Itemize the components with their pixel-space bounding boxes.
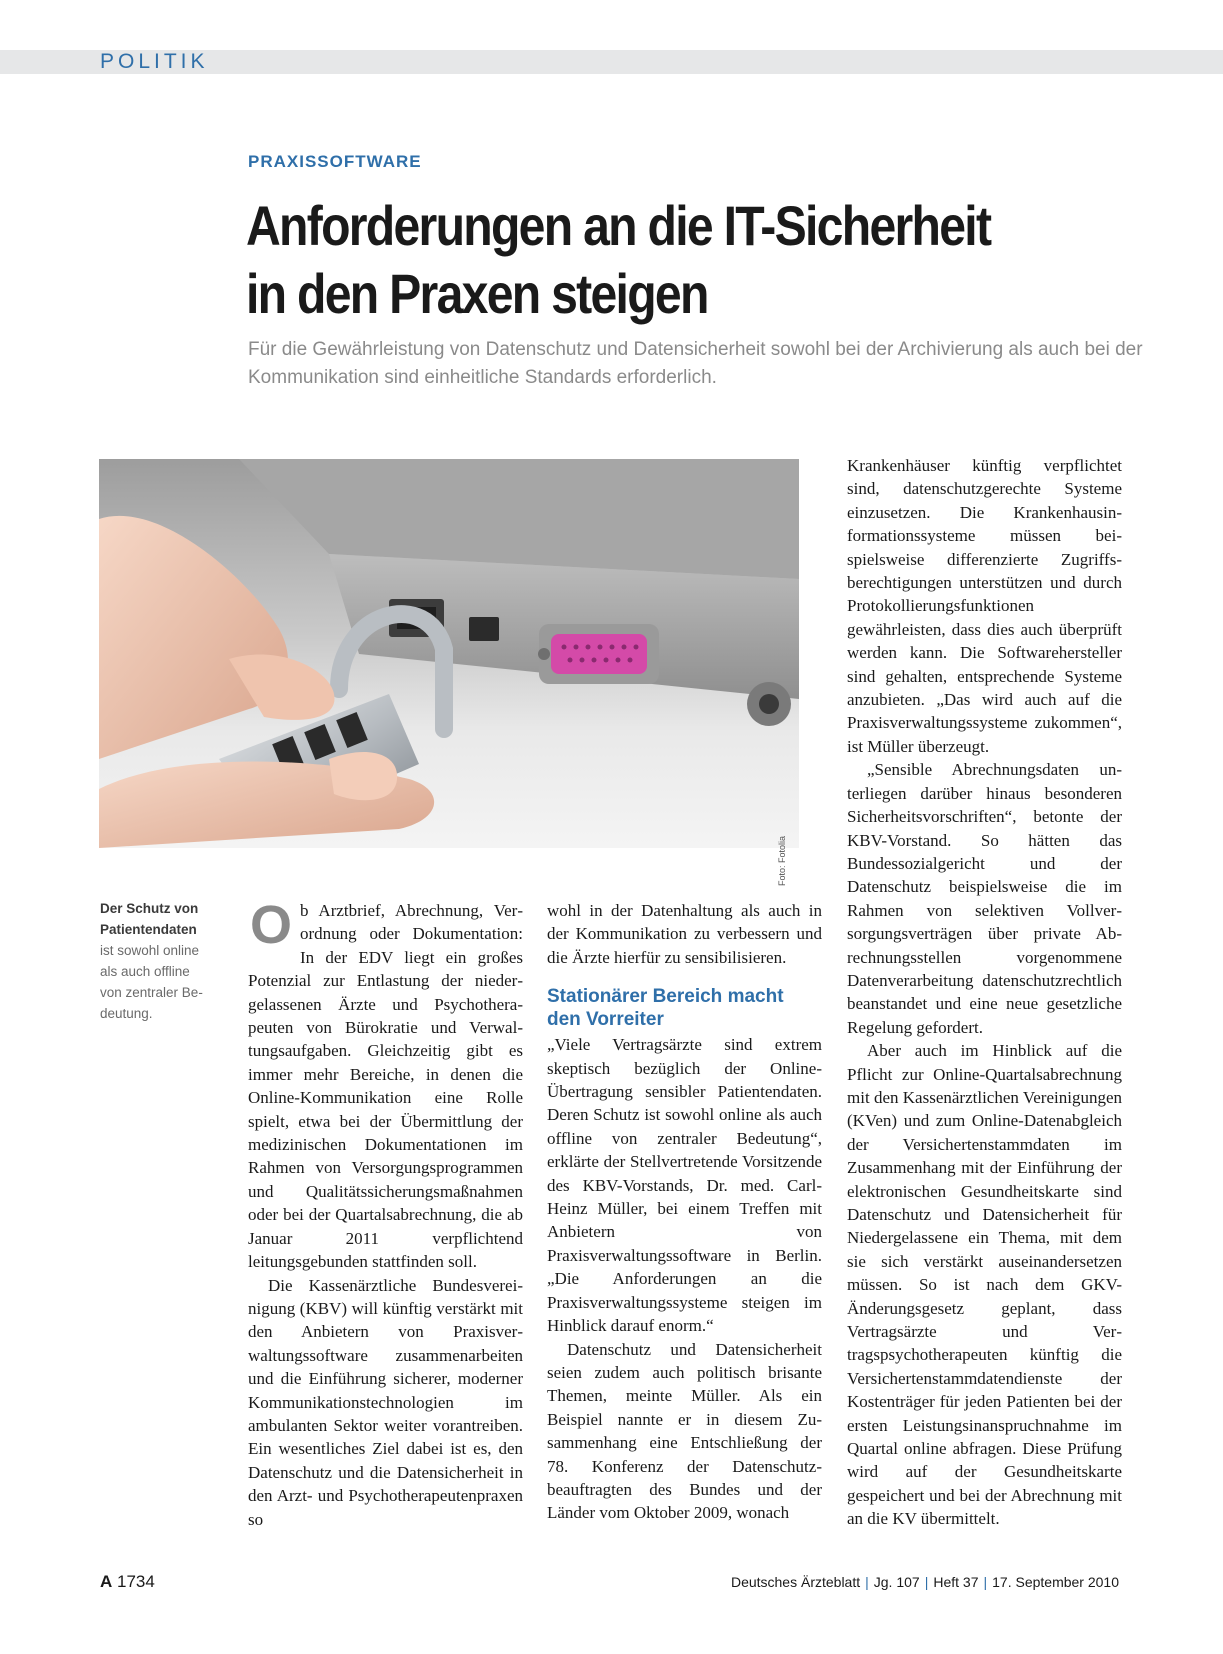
paragraph: Aber auch im Hinblick auf die Pflicht zur Online-Quartalsabrechnung mit den Kassenärztlichen Vereinigungen (KVen) und zum Online-Datenabgleich der Versichertenstammdaten im Zusammenhang mit der Einführung der elektronischen Gesundheitskarte sind Datenschutz und Datensicherheit für Niedergelassene ein Thema, mit dem sie sich verstärkt auseinandersetzen müssen. So ist nach dem GKV-Änderungsgesetz geplant, dass Vertragsärzte und Vertragspsychotherapeuten künftig die Versichertenstammdatendienste der Kostenträger für jeden Patienten bei der ersten Leistungsinanspruchnahme im Quartal online abfragen. Diese Prüfung wird auf der Gesundheitskarte gespeichert und bei der Abrechnung mit an die KV übermittelt. [847,1041,1122,1529]
page-prefix: A [100,1572,113,1591]
section-label: POLITIK [100,50,209,73]
footer-separator: | [865,1574,869,1590]
text-column-2 [547,899,822,1525]
photo-caption [100,898,212,1024]
photo-credit: Foto: Fotolia [777,836,787,887]
journal-volume: Jg. 107 [873,1574,920,1590]
caption-text: ist sowohl online als auch offline von zentraler Bedeutung. [100,943,203,1021]
paragraph: „Sensible Abrechnungsdaten unterliegen darüber hinaus besonderen Sicherheitsvorschriften“, betonte der KBV-Vorstand. So hätten das Bundessozialgericht und der Datenschutz beispielsweise die im Rahmen von selektiven Vollversorgungsverträgen über private Abrechnungsstellen vorgenommene Datenverarbeitung datenschutzrechtlich beanstandet und eine neue gesetzliche Regelung gefordert. [847,760,1122,1037]
journal-name: Deutsches Ärzteblatt [730,1574,861,1590]
article-headline [246,192,1020,328]
paragraph [248,895,523,1274]
journal-footer [731,1574,1119,1590]
paragraph: „Viele Vertragsärzte sind extrem skeptisch bezüglich der Online-Übertragung sensibler Patientendaten. Deren Schutz ist sowohl online als auch offline von zentraler Bedeutung“, erklärte der Stellvertretende Vorsitzende des KBV-Vorstands, Dr. med. Carl-Heinz Müller, bei einem Treffen mit Anbietern von Praxisverwaltungssoftware in Berlin. „Die Anforderungen an die Praxisverwaltungssysteme steigen im Hinblick darauf enorm.“ [547,1035,822,1336]
article-subtitle: Für die Gewährleistung von Datenschutz und Datensicherheit sowohl bei der Archivierung als auch bei der Kommunikation sind einheitliche Standards erforderlich. [248,339,1143,388]
article-kicker: PRAXISSOFTWARE [248,152,422,171]
paragraph-text: b Arztbrief, Abrechnung, Verordnung oder Dokumentation: In der EDV liegt ein großes Potenzial zur Entlastung der niedergelassenen Ärzte und Psychotherapeuten von Bürokratie und Verwaltungsaufgaben. Gleichzeitig gibt es immer mehr Bereiche, in denen die Online-Kommunikation eine Rolle spielt, etwa bei der Übermittlung der medizinischen Dokumentationen im Rahmen von Versorgungsprogrammen und Qualitätssicherungsmaßnahmen oder bei der Quartalsabrechnung, die ab Januar 2011 verpflichtend leitungsgebunden stattfinden soll. [248,901,523,1272]
article-photo [99,459,799,887]
section-subhead: Stationärer Bereich macht den Vorreiter [547,986,784,1031]
paragraph: wohl in der Datenhaltung als auch in der Kommunikation zu verbessern und die Ärzte hierfür zu sensibilisieren. [547,901,822,967]
headline-line-2: in den Praxen steigen [246,262,708,325]
paragraph: Krankenhäuser künftig verpflichtet sind, datenschutzgerechte Systeme einzusetzen. Die Krankenhausinformationssysteme müssen beispielsweise differenzierte Zugriffsberechtigungen unterstützen und durch Protokollierungsfunktionen gewährleisten, dass dies auch überprüft werden kann. Die Softwarehersteller sind gehalten, entsprechende Systeme anzubieten. „Das wird auch auf die Praxisverwaltungssysteme zukommen“, ist Müller überzeugt. [847,456,1122,756]
padlock-photo-illustration [99,459,799,848]
text-column-3 [847,454,1122,1531]
headline-line-1: Anforderungen an die IT-Sicherheit [246,194,991,257]
journal-date: 17. September 2010 [992,1574,1119,1590]
paragraph: Die Kassenärztliche Bundesvereinigung (KBV) will künftig verstärkt mit den Anbietern von Praxisverwaltungssoftware zusammenarbeiten und die Einführung sicherer, moderner Kommunikationstechnologien im ambulanten Sektor weiter vorantreiben. Ein wesentliches Ziel dabei ist es, den Datenschutz und die Datensicherheit in den Arzt- und Psychotherapeutenpraxen so [248,1275,523,1529]
journal-issue: Heft 37 [933,1574,979,1590]
footer-separator: | [983,1574,988,1590]
page-number [100,1572,155,1592]
page-number-value: 1734 [117,1572,155,1591]
text-column-1 [248,895,523,1531]
footer-separator: | [924,1574,929,1590]
dropcap: O [249,895,292,955]
paragraph: Datenschutz und Datensicherheit seien zudem auch politisch brisante Themen, meinte Müller. Als ein Beispiel nannte er in diesem Zusammenhang eine Entschließung der 78. Konferenz der Datenschutzbeauftragten des Bundes und der Länder vom Oktober 2009, wonach [547,1339,822,1523]
caption-bold: Der Schutz von Patientendaten [100,901,199,937]
